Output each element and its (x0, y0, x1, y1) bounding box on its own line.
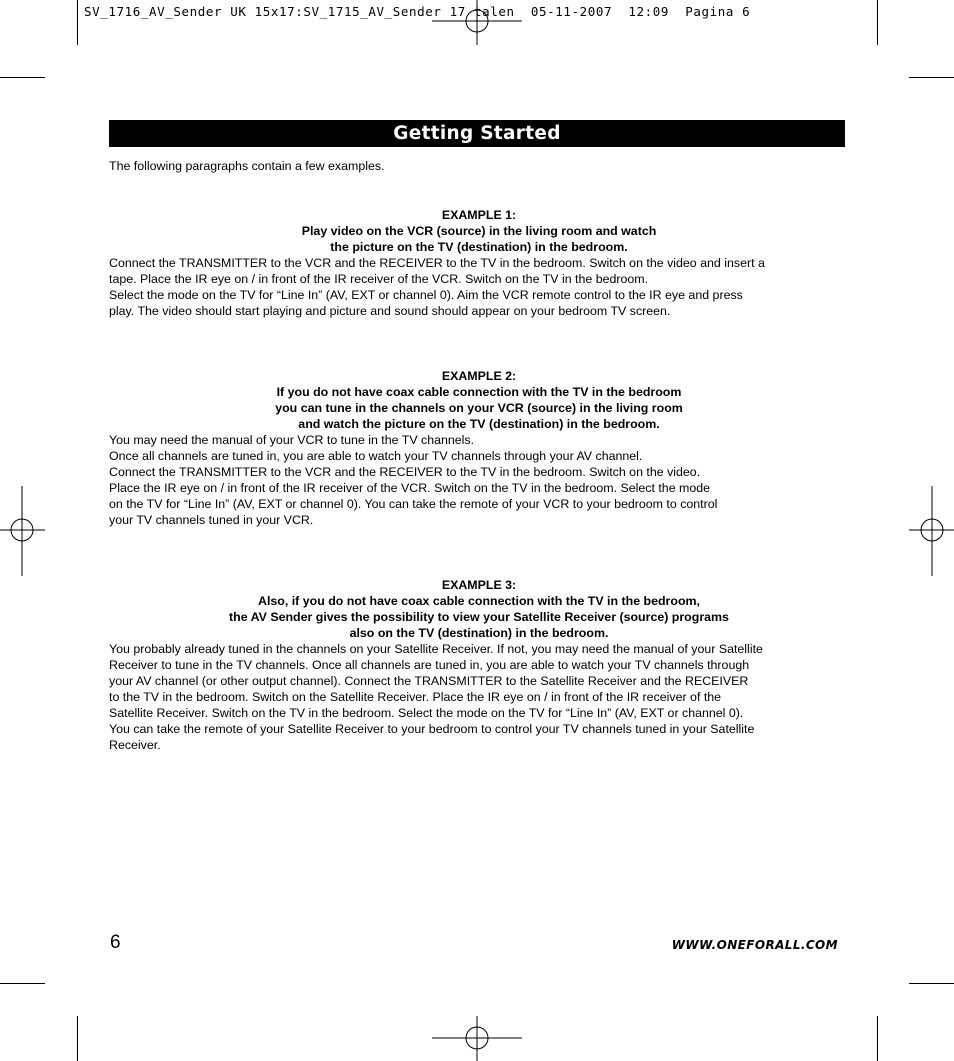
body-line: your AV channel (or other output channel). Connect the TRANSMITTER to the Satellite Receiver and the RECEIVER (109, 674, 749, 688)
body-line: You can take the remote of your Satellite Receiver to your bedroom to control your TV channels tuned in your Satellite (109, 722, 755, 736)
example-heading (109, 577, 849, 641)
heading-line: the picture on the TV (destination) in the bedroom. (330, 240, 628, 254)
body-line: Select the mode on the TV for “Line In” (AV, EXT or channel 0). Aim the VCR remote control to the IR eye and press (109, 288, 743, 302)
body-line: Connect the TRANSMITTER to the VCR and the RECEIVER to the TV in the bedroom. Switch on the video and insert a (109, 256, 765, 270)
example-3 (109, 577, 849, 753)
body-line: You may need the manual of your VCR to tune in the TV channels. (109, 433, 475, 447)
body-line: to the TV in the bedroom. Switch on the Satellite Receiver. Place the IR eye on / in front of the IR receiver of the (109, 690, 722, 704)
print-slug-line: SV_1716_AV_Sender UK 15x17:SV_1715_AV_Sender 17 talen 05-11-2007 12:09 Pagina 6 (84, 4, 751, 19)
body-line: You probably already tuned in the channels on your Satellite Receiver. If not, you may need the manual of your Satellite (109, 642, 763, 656)
example-1 (109, 207, 849, 319)
crop-mark-bottom-right-h (909, 983, 954, 984)
body-line: play. The video should start playing and picture and sound should appear on your bedroom TV screen. (109, 304, 671, 318)
page-content (109, 158, 849, 753)
heading-line: you can tune in the channels on your VCR (source) in the living room (275, 401, 683, 415)
body-line: Receiver to tune in the TV channels. Once all channels are tuned in, you are able to watch your TV channels through (109, 658, 750, 672)
body-line: Once all channels are tuned in, you are able to watch your TV channels through your AV channel. (109, 449, 643, 463)
website-url: WWW.ONEFORALL.COM (671, 938, 838, 952)
crop-mark-top-left-v (77, 0, 78, 45)
crop-mark-bottom-right-v (877, 1016, 878, 1061)
body-line: Satellite Receiver. Switch on the TV in the bedroom. Select the mode on the TV for “Line In” (AV, EXT or channel 0). (109, 706, 744, 720)
registration-mark-bottom-icon (432, 1016, 522, 1061)
example-body (109, 255, 849, 319)
body-line: on the TV for “Line In” (AV, EXT or channel 0). You can take the remote of your VCR to your bedroom to control (109, 497, 718, 511)
body-line: tape. Place the IR eye on / in front of the IR receiver of the VCR. Switch on the TV in the bedroom. (109, 272, 649, 286)
example-2 (109, 368, 849, 528)
body-line: Receiver. (109, 738, 161, 752)
section-header: Getting Started (109, 120, 845, 147)
heading-line: and watch the picture on the TV (destination) in the bedroom. (298, 417, 660, 431)
crop-mark-top-left-h (0, 77, 45, 78)
registration-mark-left-icon (0, 486, 45, 576)
example-body (109, 641, 849, 753)
crop-mark-bottom-left-h (0, 983, 45, 984)
crop-mark-top-right-v (877, 0, 878, 45)
body-line: Connect the TRANSMITTER to the VCR and the RECEIVER to the TV in the bedroom. Switch on the video. (109, 465, 701, 479)
heading-line: the AV Sender gives the possibility to view your Satellite Receiver (source) programs (229, 610, 729, 624)
crop-mark-bottom-left-v (77, 1016, 78, 1061)
crop-mark-top-right-h (909, 77, 954, 78)
example-body (109, 432, 849, 528)
example-heading (109, 207, 849, 255)
intro-paragraph: The following paragraphs contain a few examples. (109, 159, 385, 173)
body-line: your TV channels tuned in your VCR. (109, 513, 314, 527)
heading-line: If you do not have coax cable connection with the TV in the bedroom (276, 385, 682, 399)
heading-line: Also, if you do not have coax cable connection with the TV in the bedroom, (258, 594, 700, 608)
example-label: EXAMPLE 2: (441, 369, 517, 383)
heading-line: also on the TV (destination) in the bedroom. (349, 626, 609, 640)
registration-mark-right-icon (909, 486, 954, 576)
example-label: EXAMPLE 1: (441, 208, 517, 222)
body-line: Place the IR eye on / in front of the IR receiver of the VCR. Switch on the TV in the bedroom. Select the mode (109, 481, 711, 495)
registration-mark-top-icon (432, 0, 522, 45)
example-heading (109, 368, 849, 432)
heading-line: Play video on the VCR (source) in the living room and watch (301, 224, 657, 238)
example-label: EXAMPLE 3: (441, 578, 517, 592)
page-number: 6 (110, 932, 121, 953)
